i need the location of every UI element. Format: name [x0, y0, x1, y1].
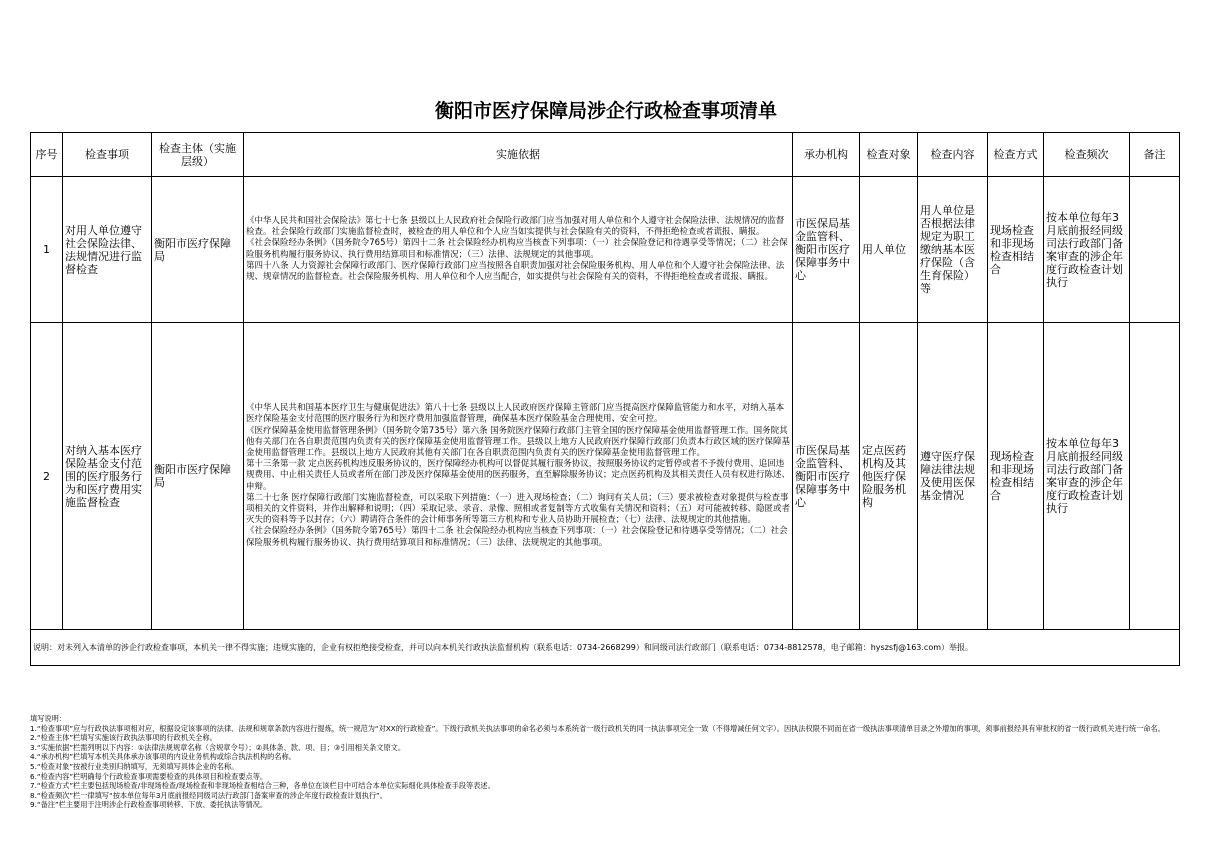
row-method: 现场检查和非现场检查相结合 — [988, 323, 1044, 630]
header-org: 承办机构 — [793, 133, 860, 177]
header-method: 检查方式 — [988, 133, 1044, 177]
basis-paragraph: 《中华人民共和国社会保险法》第七十七条 县级以上人民政府社会保险行政部门应当加强对用人单位和个人遵守社会保险法律、法规情况的监督检查。社会保险行政部门实施监督检查时，被检查的用人单位和个人应当如实提供与社会保险有关的资料，不得拒绝检查或者谎报、瞒报。 — [246, 215, 785, 238]
row-freq: 按本单位每年3月底前报经同级司法行政部门备案审查的涉企年度行政检查计划执行 — [1044, 323, 1130, 630]
header-target: 检查对象 — [860, 133, 918, 177]
table-note-row — [31, 630, 1180, 666]
page-title: 衡阳市医疗保障局涉企行政检查事项清单 — [434, 100, 777, 122]
row-subject: 衡阳市医疗保障局 — [152, 323, 244, 630]
header-basis: 实施依据 — [244, 133, 793, 177]
row-target: 定点医药机构及其他医疗保险服务机构 — [860, 323, 918, 630]
row-method: 现场检查和非现场检查相结合 — [988, 177, 1044, 323]
fill-instruction-item: 7.“检查方式”栏主要包括现场检查/非现场检查/现场检查和非现场检查相结合三种，各单位在该栏目中可结合本单位实际细化具体检查手段等表述。 — [30, 781, 495, 791]
row-org: 市医保局基金监管科、衡阳市医疗保障事务中心 — [793, 323, 860, 630]
header-content: 检查内容 — [918, 133, 988, 177]
basis-paragraph: 《社会保险经办条例》（国务院令765号）第四十二条 社会保险经办机构应当核查下列事项：（一）社会保险登记和待遇享受等情况；（二）社会保险服务机构履行服务协议、执行费用结算项目和标准情况；（三）法律、法规规定的其他事项。 — [246, 238, 788, 260]
fill-instruction-item: 8.“检查频次”栏一律填写“按本单位每年3月底前报经同级司法行政部门备案审查的涉企年度行政检查计划执行”。 — [30, 790, 387, 800]
row-org: 市医保局基金监管科、衡阳市医疗保障事务中心 — [793, 177, 860, 323]
basis-paragraph: 第四十八条 人力资源社会保障行政部门、医疗保障行政部门应当按照各自职责加强对社会保险服务机构、用人单位和个人遵守社会保险法律、法规、规章情况的监督检查。社会保险服务机构、用人单位和个人应当配合，如实提供与社会保险有关的资料，不得拒绝检查或者谎报、瞒报。 — [246, 260, 785, 282]
fill-instruction-item: 9.“备注”栏主要用于注明涉企行政检查事项转移、下放、委托执法等情况。 — [30, 800, 268, 810]
row-freq: 按本单位每年3月底前报经同级司法行政部门备案审查的涉企年度行政检查计划执行 — [1044, 177, 1130, 323]
fill-instruction-item: 4.“承办机构”栏填写本机关具体承办该事项的内设业务机构或综合执法机构的名称。 — [30, 752, 296, 762]
basis-paragraph: 《医疗保障基金使用监督管理条例》（国务院令第735号）第六条 国务院医疗保障行政部门主管全国的医疗保障基金使用监督管理工作。国务院其他有关部门在各自职责范围内负责有关的医疗保障基金使用监督管理工作。县级以上地方人民政府医疗保障行政部门负责本行政区域的医疗保障基金使用监督管理工作。县级以上地方人民政府其他有关部门在各自职责范围内负责有关的医疗保障基金使用监督管理工作。 — [246, 425, 791, 458]
basis-paragraph: 第十三条第一款 定点医药机构违反服务协议的，医疗保障经办机构可以督促其履行服务协议，按照服务协议约定暂停或者不予拨付费用、追回违规费用、中止相关责任人员或者所在部门涉及医疗保障基金使用的医药服务，直至解除服务协议；定点医药机构及其相关责任人员有权进行陈述、申辩。 — [246, 459, 791, 492]
fill-instructions-heading: 填写说明： — [30, 714, 66, 723]
row-inspection-item: 对用人单位遵守社会保险法律、法规情况进行监督检查 — [63, 177, 152, 323]
row-basis — [244, 323, 793, 630]
row-remark — [1130, 177, 1180, 323]
table-row — [31, 323, 1180, 630]
fill-instruction-item: 5.“检查对象”按被行业类别归纳填写，无须填写具体企业的名称。 — [30, 761, 239, 771]
basis-paragraph: 第二十七条 医疗保障行政部门实施监督检查，可以采取下列措施：（一）进入现场检查；（二）询问有关人员；（三）要求被检查对象提供与检查事项相关的文件资料，并作出解释和说明；（四）采取记录、录音、录像、照相或者复制等方式收集有关情况和资料；（五）对可能被转移、隐匿或者灭失的资料等予以封存；（六）聘请符合条件的会计师事务所等第三方机构和专业人员协助开展检查；（七）法律、法规规定的其他措施。 — [246, 492, 791, 526]
header-item: 检查事项 — [63, 133, 152, 177]
header-freq: 检查频次 — [1044, 133, 1130, 177]
row-content: 遵守医疗保障法律法规及使用医保基金情况 — [918, 323, 988, 630]
row-index: 2 — [31, 323, 63, 630]
header-subject: 检查主体（实施层级） — [152, 133, 244, 177]
inspection-table — [30, 132, 1180, 666]
basis-paragraph: 《中华人民共和国基本医疗卫生与健康促进法》第八十七条 县级以上人民政府医疗保障主管部门应当提高医疗保障监管能力和水平，对纳入基本医疗保险基金支付范围的医疗服务行为和医疗费用加强监督管理，确保基本医疗保险基金合理使用、安全可控。 — [246, 403, 785, 425]
row-index: 1 — [31, 177, 63, 323]
header-idx: 序号 — [31, 133, 63, 177]
fill-instruction-item: 3.“实施依据”栏需列明以下内容：①法律法规规章名称（含规章令号）；②具体条、款、项、目；③引用相关条文原文。 — [30, 742, 406, 752]
basis-paragraph: 《社会保险经办条例》（国务院令第765号）第四十二条 社会保险经办机构应当核查下列事项：（一）社会保险登记和待遇享受等情况；（二）社会保险服务机构履行服务协议、执行费用结算项目和标准情况；（三）法律、法规规定的其他事项。 — [246, 526, 788, 548]
row-remark — [1130, 323, 1180, 630]
fill-instruction-item: 6.“检查内容”栏明确每个行政检查事项需要检查的具体项目和检查要点等。 — [30, 771, 268, 781]
row-basis — [244, 177, 793, 323]
fill-instruction-item: 1.“检查事项”应与行政执法事项相对应，根据设定该事项的法律、法规和规章条款内容进行提炼，统一规范为“对XX的行政检查”。下级行政机关执法事项的命名必须与本系统省一级行政机关的同一执法事项完全一致（不得增减任何文字）。因执法权限不同而在省一级执法事项清单目录之外增加的事项，须事前报经具有审批权的省一级行政机关进行统一命名。 — [30, 723, 1165, 733]
table-row — [31, 177, 1180, 323]
table-header-row — [31, 133, 1180, 177]
fill-instruction-item: 2.“检查主体”栏填写实施该行政执法事项的行政机关全称。 — [30, 733, 217, 743]
row-inspection-item: 对纳入基本医疗保险基金支付范围的医疗服务行为和医疗费用实施监督检查 — [63, 323, 152, 630]
table-note: 说明：对未列入本清单的涉企行政检查事项，本机关一律不得实施；违规实施的，企业有权拒绝接受检查，并可以向本机关行政执法监督机构（联系电话：0734-2668299）和同级司法行政部门（联系电话：0734-8812578，电子邮箱：hyszsfj@163.com）举报。 — [31, 630, 1180, 666]
row-content: 用人单位是否根据法律规定为职工缴纳基本医疗保险（含生育保险）等 — [918, 177, 988, 323]
fill-instructions — [30, 714, 1190, 810]
row-subject: 衡阳市医疗保障局 — [152, 177, 244, 323]
header-remark: 备注 — [1130, 133, 1180, 177]
row-target: 用人单位 — [860, 177, 918, 323]
